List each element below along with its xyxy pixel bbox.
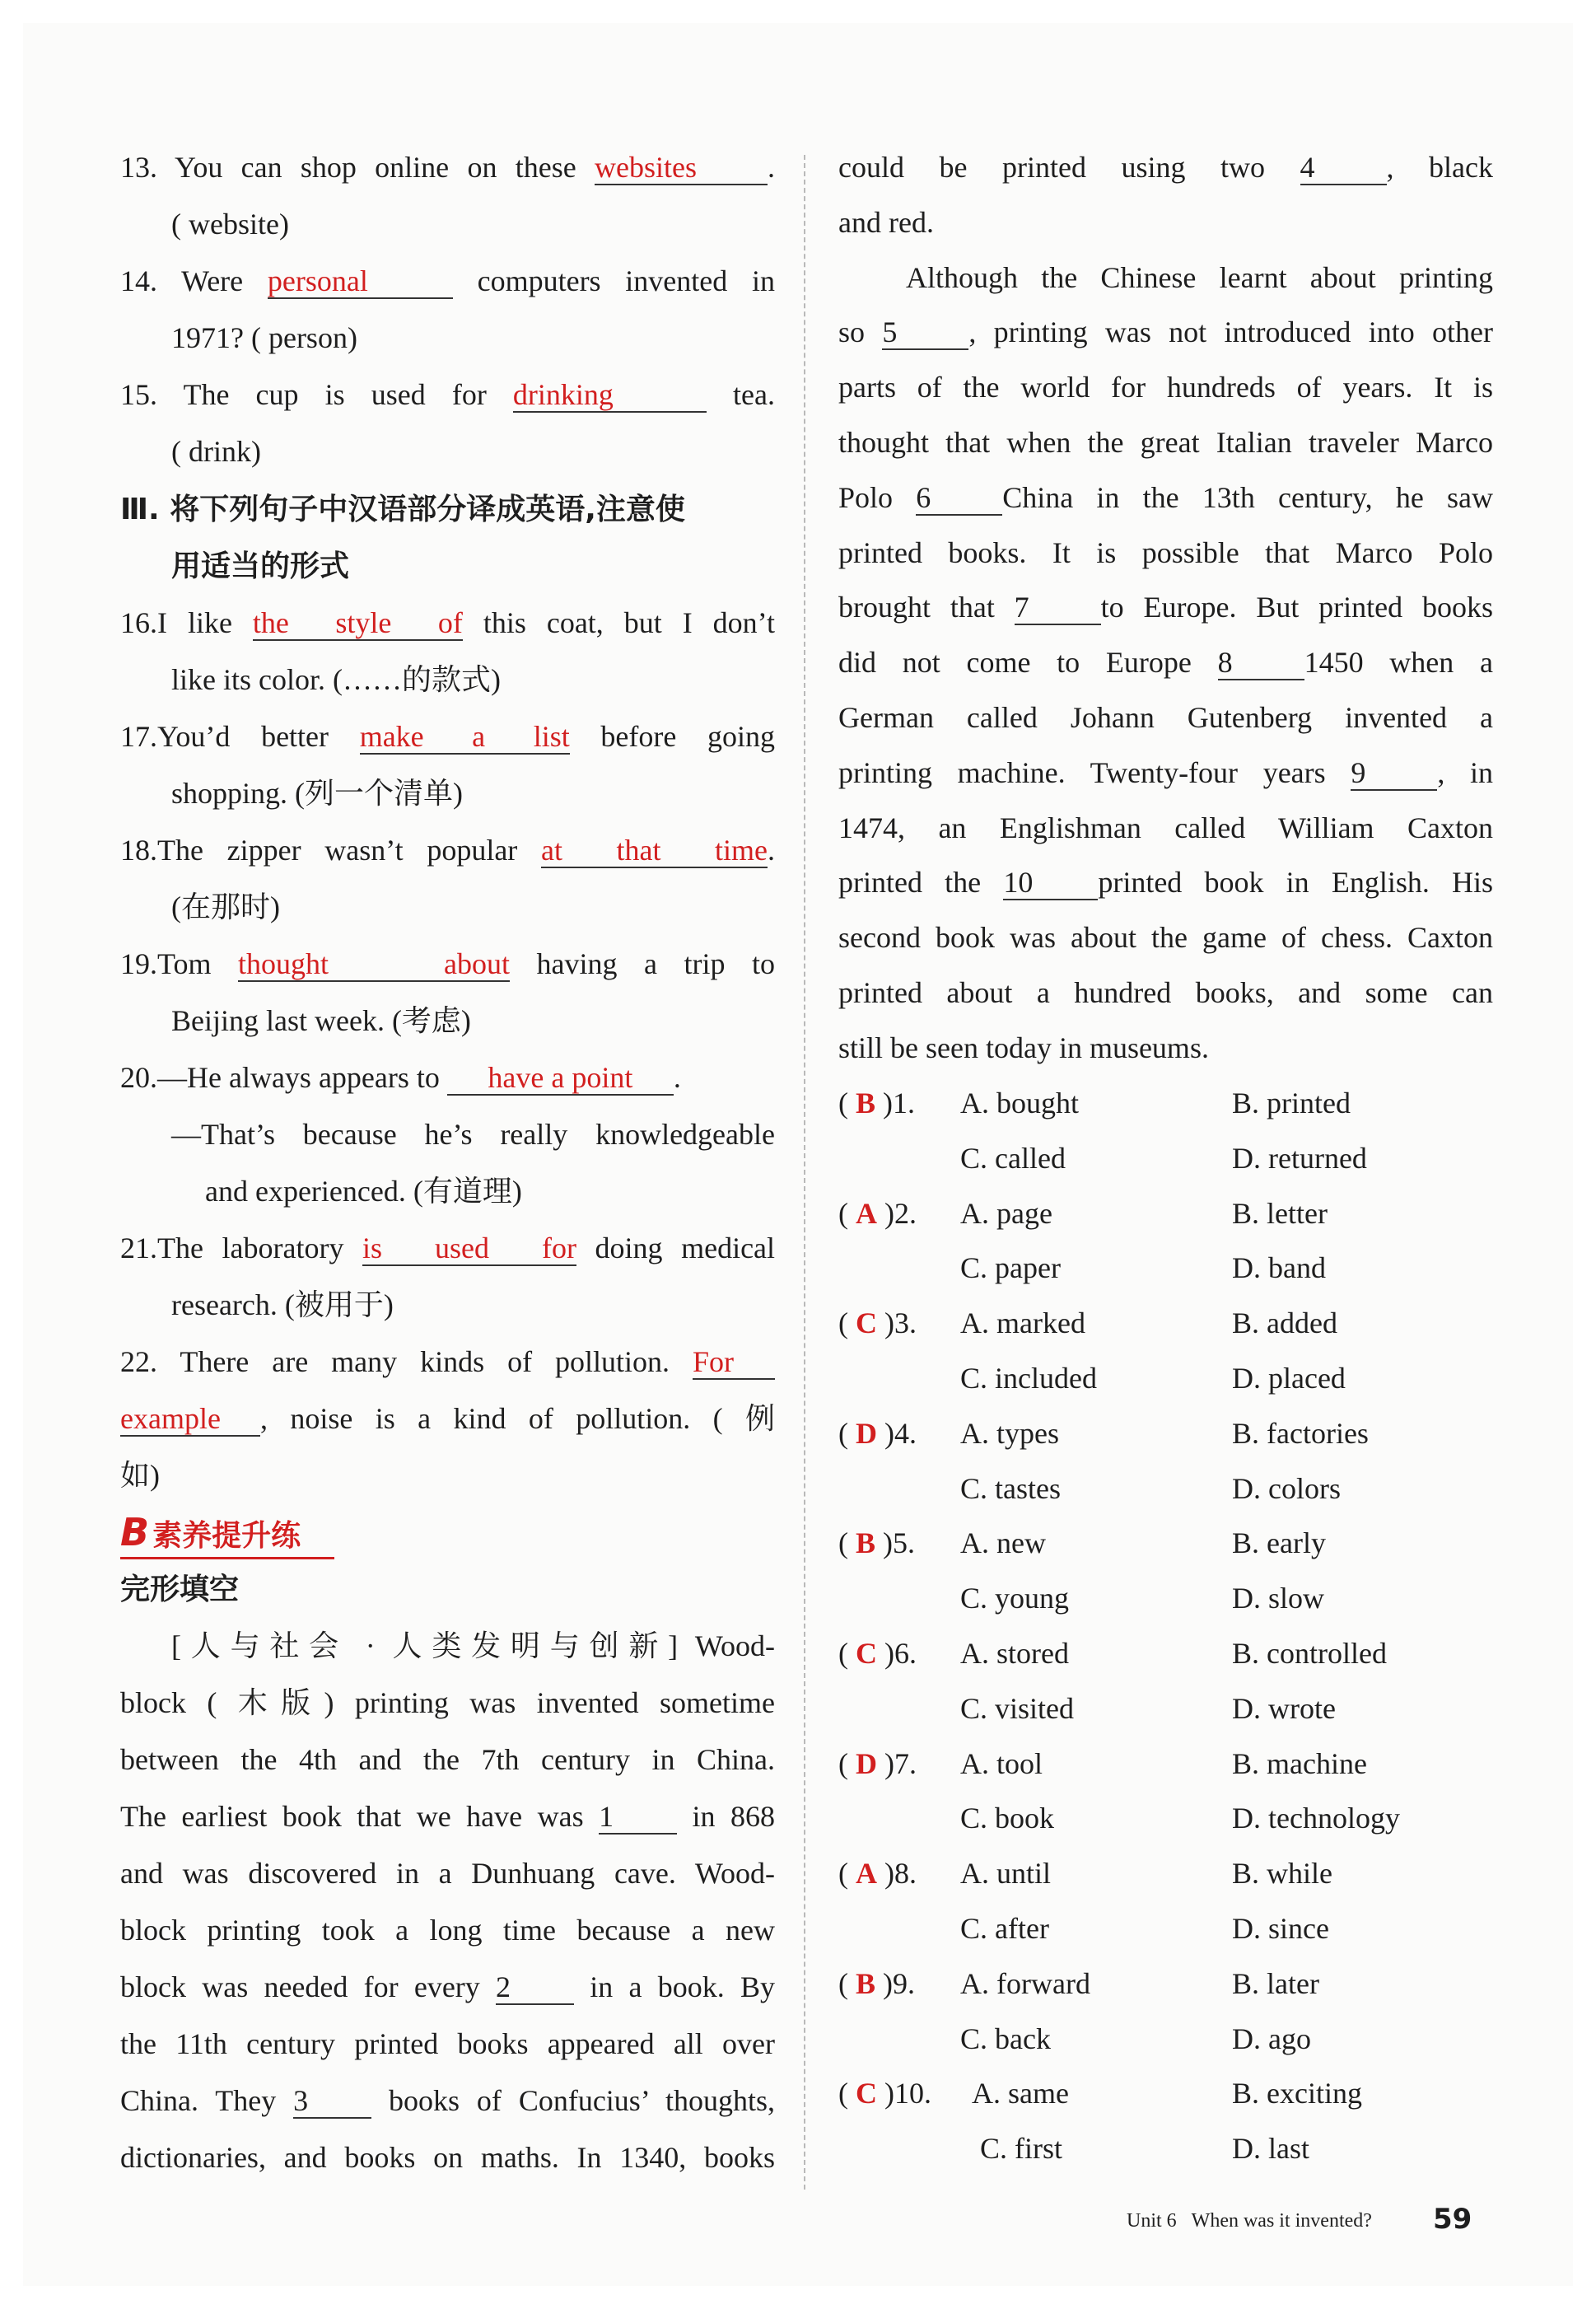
blank-4: 4 — [1300, 151, 1387, 185]
answer-bracket: ( C )3. — [838, 1306, 917, 1340]
option-b: B. early — [1232, 1526, 1326, 1560]
question-16-cont: like its color. (……的款式) — [171, 663, 501, 696]
passage-line: thought that when the great Italian traveler Marco — [838, 426, 1493, 459]
option-b: B. controlled — [1232, 1637, 1387, 1670]
answer-17: make a list — [359, 720, 570, 753]
answer-letter: B — [856, 1087, 876, 1119]
option-b: B. factories — [1232, 1416, 1369, 1450]
passage-line: between the 4th and the 7th century in China. — [120, 1743, 775, 1776]
option-d: D. band — [1232, 1251, 1326, 1285]
answer-letter: C — [856, 2077, 877, 2110]
answer-16: the style of — [252, 606, 463, 639]
option-b: B. printed — [1232, 1087, 1351, 1119]
passage-line: China. They 3 books of Confucius’ thoughts, — [120, 2084, 776, 2117]
option-b: B. machine — [1232, 1746, 1367, 1780]
question-18-cont: (在那时) — [171, 890, 280, 923]
blank-2: 2 — [496, 1970, 574, 2005]
option-a: A. until — [960, 1857, 1052, 1891]
question-14: 14. Were personal computers invented in — [120, 264, 775, 297]
option-a: A. same — [972, 2077, 1069, 2110]
section-b-title: B 素养提升练 — [120, 1510, 301, 1554]
passage-line: and red. — [838, 205, 934, 239]
passage-line: parts of the world for hundreds of years. It is — [838, 371, 1493, 404]
hint-13: ( website) — [171, 208, 289, 241]
page-number: 59 — [1433, 2203, 1472, 2236]
passage-line: block ( 木版) printing was invented sometime — [120, 1686, 775, 1719]
cloze-title: 完形填空 — [120, 1573, 240, 1606]
option-b: B. later — [1232, 1966, 1319, 2000]
option-d: D. slow — [1232, 1582, 1325, 1615]
question-15: 15. The cup is used for drinking tea. — [120, 378, 775, 411]
option-a: A. stored — [960, 1637, 1069, 1670]
option-d: D. placed — [1232, 1362, 1346, 1395]
question-17: 17.You’d better make a list before going — [120, 720, 776, 753]
question-22-cont: example , noise is a kind of pollution. ( 例 — [120, 1402, 775, 1435]
passage-line: printed the 10 printed book in English. His — [838, 866, 1494, 900]
option-a: A. marked — [960, 1306, 1085, 1340]
option-a: A. new — [960, 1526, 1046, 1560]
option-d: D. ago — [1232, 2022, 1311, 2055]
passage-line: did not come to Europe 8 1450 when a — [838, 646, 1493, 680]
option-c: C. book — [960, 1802, 1055, 1835]
passage-line: the 11th century printed books appeared all over — [120, 2027, 775, 2060]
answer-bracket: ( D )7. — [838, 1746, 917, 1780]
answer-bracket: ( A )2. — [838, 1196, 917, 1230]
question-18: 18.The zipper wasn’t popular at that time. — [120, 834, 775, 867]
blank-8: 8 — [1218, 646, 1304, 680]
answer-bracket: ( C )6. — [838, 1637, 917, 1670]
footer-unit: Unit 6 When was it invented? — [1127, 2210, 1372, 2232]
workbook-page — [23, 23, 1573, 2286]
passage-line: printed books. It is possible that Marco Polo — [838, 535, 1493, 569]
option-c: C. young — [960, 1582, 1070, 1615]
passage-line: brought that 7 to Europe. But printed books — [838, 591, 1493, 624]
section-3-title-cont: 用适当的形式 — [171, 549, 350, 583]
passage-line: dictionaries, and books on maths. In 1340, books — [120, 2141, 775, 2174]
passage-line: still be seen today in museums. — [838, 1031, 1209, 1064]
option-c: C. called — [960, 1141, 1066, 1175]
answer-13: websites — [595, 151, 768, 185]
option-c: C. included — [960, 1362, 1097, 1395]
question-19: 19.Tom thought about having a trip to — [120, 947, 776, 980]
question-22: 22. There are many kinds of pollution. For — [120, 1334, 775, 1390]
question-20-cont: and experienced. (有道理) — [205, 1175, 522, 1208]
question-13: 13. You can shop online on these websites . — [120, 151, 776, 184]
passage-line: block printing took a long time because a new — [120, 1914, 775, 1947]
passage-line: German called Johann Gutenberg invented a — [838, 701, 1493, 734]
answer-bracket: ( C )10. — [838, 2077, 931, 2110]
blank-3: 3 — [293, 2084, 371, 2119]
answer-bracket: ( B )1. — [838, 1087, 916, 1119]
option-c: C. after — [960, 1912, 1049, 1945]
option-b: B. added — [1232, 1306, 1337, 1340]
option-c: C. visited — [960, 1691, 1075, 1725]
option-d: D. colors — [1232, 1471, 1341, 1505]
answer-15: drinking — [513, 378, 707, 413]
answer-bracket: ( A )8. — [838, 1857, 917, 1891]
answer-letter: B — [856, 1526, 876, 1560]
hint-15: ( drink) — [171, 435, 261, 468]
passage-line: block was needed for every 2 in a book. By — [120, 1970, 776, 2003]
section-3-title: Ⅲ. 将下列句子中汉语部分译成英语,注意使 — [120, 493, 685, 526]
passage-line: [人与社会 · 人类发明与创新] Wood- — [171, 1629, 775, 1662]
option-d: D. last — [1232, 2132, 1309, 2166]
blank-10: 10 — [1003, 866, 1098, 900]
column-divider — [804, 155, 805, 2190]
passage-line: Polo 6 China in the 13th century, he saw — [838, 480, 1493, 514]
passage-line: The earliest book that we have was 1 in 868 — [120, 1800, 775, 1833]
question-17-cont: shopping. (列一个清单) — [171, 777, 463, 810]
blank-1: 1 — [599, 1800, 677, 1835]
answer-20: have a point — [447, 1061, 674, 1096]
answer-bracket: ( D )4. — [838, 1416, 917, 1450]
option-a: A. forward — [960, 1966, 1090, 2000]
blank-5: 5 — [882, 316, 968, 350]
answer-letter: D — [856, 1416, 877, 1450]
passage-line: Although the Chinese learnt about printing — [906, 260, 1493, 294]
answer-22-part1: For — [693, 1345, 775, 1380]
passage-line: printed about a hundred books, and some can — [838, 976, 1493, 1009]
question-16: 16.I like the style of this coat, but I don’t — [120, 606, 776, 639]
passage-line: so 5 , printing was not introduced into other — [838, 316, 1493, 349]
answer-letter: C — [856, 1306, 877, 1340]
option-a: A. tool — [960, 1746, 1043, 1780]
question-21: 21.The laboratory is used for doing medical — [120, 1232, 776, 1264]
option-b: B. while — [1232, 1857, 1332, 1891]
option-d: D. returned — [1232, 1141, 1367, 1175]
option-a: A. bought — [960, 1087, 1079, 1119]
answer-letter: A — [856, 1196, 877, 1230]
answer-letter: A — [856, 1857, 877, 1891]
option-c: C. tastes — [960, 1471, 1061, 1505]
blank-7: 7 — [1015, 591, 1101, 625]
passage-line: 1474, an Englishman called William Caxton — [838, 811, 1493, 844]
passage-line: and was discovered in a Dunhuang cave. Wood- — [120, 1857, 775, 1890]
option-b: B. letter — [1232, 1196, 1328, 1230]
blank-6: 6 — [916, 481, 1002, 516]
option-a: A. page — [960, 1196, 1052, 1230]
section-b-icon: B — [120, 1510, 150, 1554]
option-c: C. first — [980, 2132, 1063, 2166]
answer-letter: C — [856, 1637, 877, 1670]
question-20: 20.—He always appears to have a point . — [120, 1061, 681, 1094]
option-d: D. since — [1232, 1912, 1329, 1945]
answer-19: thought about — [238, 947, 510, 980]
option-d: D. technology — [1232, 1802, 1400, 1835]
passage-line: printing machine. Twenty-four years 9 , in — [838, 755, 1493, 789]
question-21-cont: research. (被用于) — [171, 1288, 394, 1321]
option-d: D. wrote — [1232, 1691, 1336, 1725]
option-a: A. types — [960, 1416, 1059, 1450]
answer-22-part2: example — [120, 1402, 260, 1437]
question-19-cont: Beijing last week. (考虑) — [171, 1004, 471, 1037]
question-20-reply: —That’s because he’s really knowledgeable — [171, 1118, 775, 1151]
option-b: B. exciting — [1232, 2077, 1362, 2110]
answer-21: is used for — [362, 1232, 576, 1264]
answer-bracket: ( B )9. — [838, 1966, 916, 2000]
question-22-cont2: 如) — [120, 1459, 160, 1492]
answer-letter: B — [856, 1966, 876, 2000]
passage-line: second book was about the game of chess. Caxton — [838, 921, 1493, 955]
blank-9: 9 — [1351, 756, 1437, 791]
option-c: C. back — [960, 2022, 1051, 2055]
option-c: C. paper — [960, 1251, 1061, 1285]
passage-line: could be printed using two 4 , black — [838, 151, 1493, 184]
answer-letter: D — [856, 1746, 877, 1780]
answer-bracket: ( B )5. — [838, 1526, 916, 1560]
answer-18: at that time — [541, 834, 768, 867]
hint-14: 1971? ( person) — [171, 321, 357, 354]
answer-14: personal — [268, 264, 453, 299]
